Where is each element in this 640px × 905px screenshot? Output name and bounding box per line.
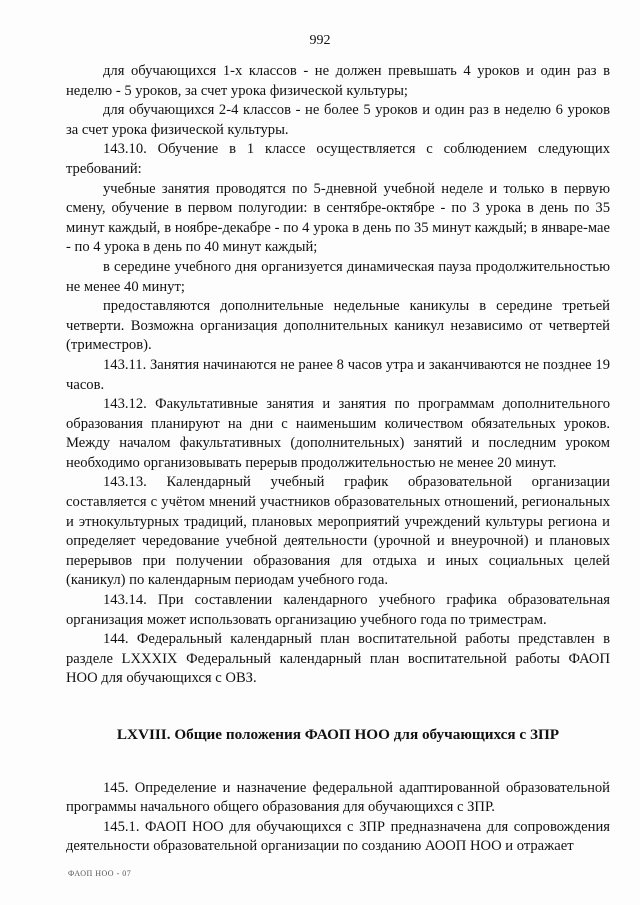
paragraph: 143.13. Календарный учебный график образовательной организации составляется с учётом мнений участников образовательных отношений, региональных и этнокультурных традиций, плановых мероприятий учреждений культуры региона и определяет чередование учебной деятельности (урочной и внеурочной) и плановых перерывов при получении образования для отдыха и иных социальных целей (каникул) по календарным периодам учебного года. bbox=[66, 474, 610, 589]
paragraph: 143.11. Занятия начинаются не ранее 8 часов утра и заканчиваются не позднее 19 часов. bbox=[66, 356, 610, 393]
document-body bbox=[66, 62, 610, 857]
paragraph: предоставляются дополнительные недельные каникулы в середине третьей четверти. Возможна организация дополнительных каникул независимо от четвертей (триместров). bbox=[66, 298, 610, 354]
paragraph: 143.14. При составлении календарного учебного графика образовательная организация может использовать организацию учебного года по триместрам. bbox=[66, 592, 610, 628]
paragraph: для обучающихся 2-4 классов - не более 5 уроков и один раз в неделю 6 уроков за счет урока физической культуры. bbox=[66, 102, 610, 138]
paragraph: 145.1. ФАОП НОО для обучающихся с ЗПР предназначена для сопровождения деятельности образовательной организации по созданию АООП НОО и отражает bbox=[66, 818, 610, 855]
paragraph: учебные занятия проводятся по 5-дневной учебной неделе и только в первую смену, обучение в первом полугодии: в сентябре-октябре - по 3 урока в день по 35 минут каждый, в ноябре-декабре - по 4 урока в день по 35 минут каждый; в январе-мае - по 4 урока в день по 40 минут каждый; bbox=[66, 180, 610, 256]
paragraph: 145. Определение и назначение федеральной адаптированной образовательной программы начального общего образования для обучающихся с ЗПР. bbox=[66, 779, 610, 816]
paragraph: для обучающихся 1-х классов - не должен превышать 4 уроков и один раз в неделю - 5 уроков, за счет урока физической культуры; bbox=[66, 63, 610, 99]
paragraph: 143.12. Факультативные занятия и занятия по программам дополнительного образования планируют на дни с наименьшим количеством обязательных уроков. Между началом факультативных (дополнительных) занятий и последним уроком необходимо организовывать перерыв продолжительностью не менее 20 минут. bbox=[66, 396, 610, 471]
footer-code: ФАОП НОО - 07 bbox=[68, 869, 132, 878]
paragraph: 143.10. Обучение в 1 классе осуществляется с соблюдением следующих требований: bbox=[66, 141, 610, 177]
paragraph: в середине учебного дня организуется динамическая пауза продолжительностью не менее 40 минут; bbox=[66, 258, 610, 295]
page-number: 992 bbox=[309, 33, 331, 48]
paragraph: 144. Федеральный календарный план воспитательной работы представлен в разделе LXXXIX Федеральный календарный план воспитательной работы ФАОП НОО для обучающихся с ОВЗ. bbox=[66, 631, 610, 687]
section-heading: LXVIII. Общие положения ФАОП НОО для обучающихся с ЗПР bbox=[116, 726, 560, 743]
